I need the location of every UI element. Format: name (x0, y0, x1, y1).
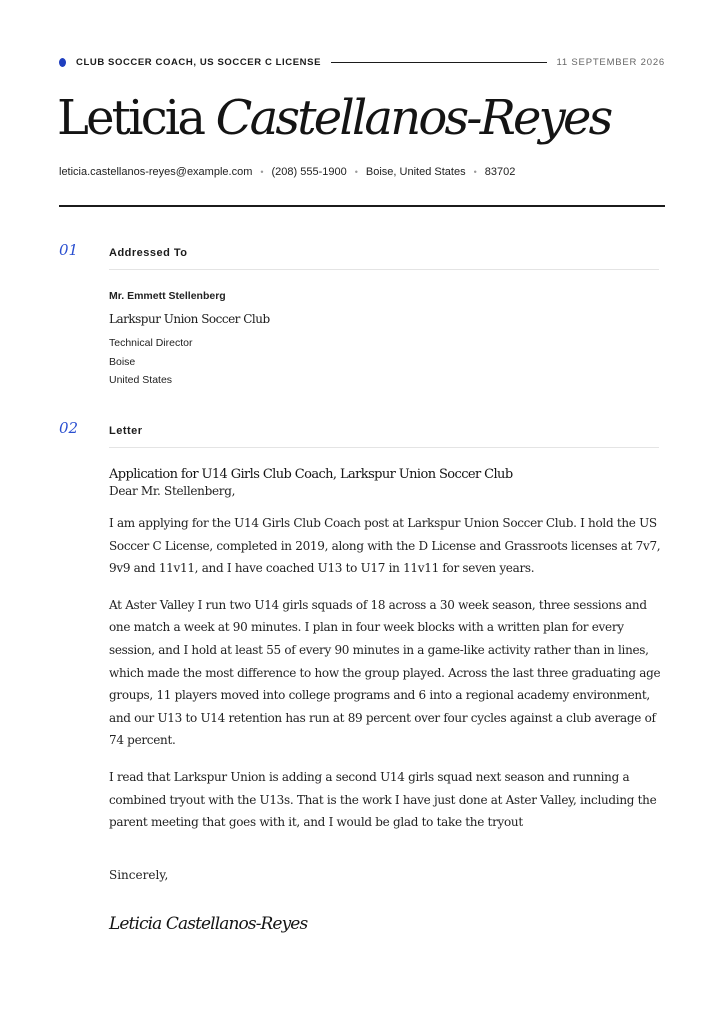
header-divider (331, 62, 547, 63)
recipient-organization: Larkspur Union Soccer Club (109, 312, 270, 326)
section-title-addressed-to: Addressed To (109, 247, 188, 259)
separator-dot: • (260, 167, 264, 177)
signature: Leticia Castellanos-Reyes (109, 914, 308, 934)
accent-dot-icon (59, 58, 66, 67)
separator-dot: • (473, 167, 477, 177)
contact-phone: (208) 555-1900 (271, 166, 347, 178)
letter-salutation: Dear Mr. Stellenberg, (109, 484, 236, 498)
letter-closing: Sincerely, (109, 868, 169, 882)
section-divider (109, 269, 659, 270)
section-divider (109, 447, 659, 448)
header-bottom-rule (59, 205, 665, 207)
letter-subject: Application for U14 Girls Club Coach, Larkspur Union Soccer Club (109, 467, 513, 482)
recipient-title: Technical Director (109, 337, 193, 349)
section-title-letter: Letter (109, 425, 143, 437)
section-number: 01 (59, 241, 79, 259)
header-top-bar (59, 55, 665, 69)
last-name: Castellanos-Reyes (215, 90, 611, 146)
contact-postal-code: 83702 (484, 166, 516, 178)
applicant-name (57, 82, 677, 154)
job-role: CLUB SOCCER COACH, US SOCCER C LICENSE (76, 56, 322, 68)
section-number: 02 (59, 419, 79, 437)
letter-date: 11 SEPTEMBER 2026 (556, 56, 665, 68)
letter-body (109, 467, 669, 834)
first-name: Leticia (57, 90, 204, 146)
separator-dot: • (354, 167, 358, 177)
recipient-country: United States (109, 374, 173, 386)
contact-line (59, 166, 515, 178)
letter-paragraph: I read that Larkspur Union is adding a second U14 girls squad next season and running a combined tryout with the U13s. That is the work I have just done at Aster Valley, including the parent meeting that goes with it, and I would be glad to take the tryout (109, 769, 657, 830)
letter-paragraph: I am applying for the U14 Girls Club Coach post at Larkspur Union Soccer Club. I hold the US Soccer C License, completed in 2019, along with the D License and Grassroots licenses at 7v7, 9v9 and 11v11, and I have coached U13 to U17 in 11v11 for seven years. (109, 516, 661, 576)
contact-email: leticia.castellanos-reyes@example.com (59, 166, 253, 178)
letter-paragraph: At Aster Valley I run two U14 girls squads of 18 across a 30 week season, three sessions and one match a week at 90 minutes. I plan in four week blocks with a written plan for every session, and I hold at least 55 of every 90 minutes in a game-like activity rather than in lines, which made the most difference to how the group played. Across the last three graduating age groups, 11 players moved into college programs and 6 into a regional academy environment, and our U13 to U14 retention has run at 89 percent over four cycles against a club average of 74 percent. (109, 597, 661, 748)
contact-location: Boise, United States (365, 166, 466, 178)
recipient-name: Mr. Emmett Stellenberg (109, 290, 226, 302)
recipient-city: Boise (109, 356, 136, 368)
